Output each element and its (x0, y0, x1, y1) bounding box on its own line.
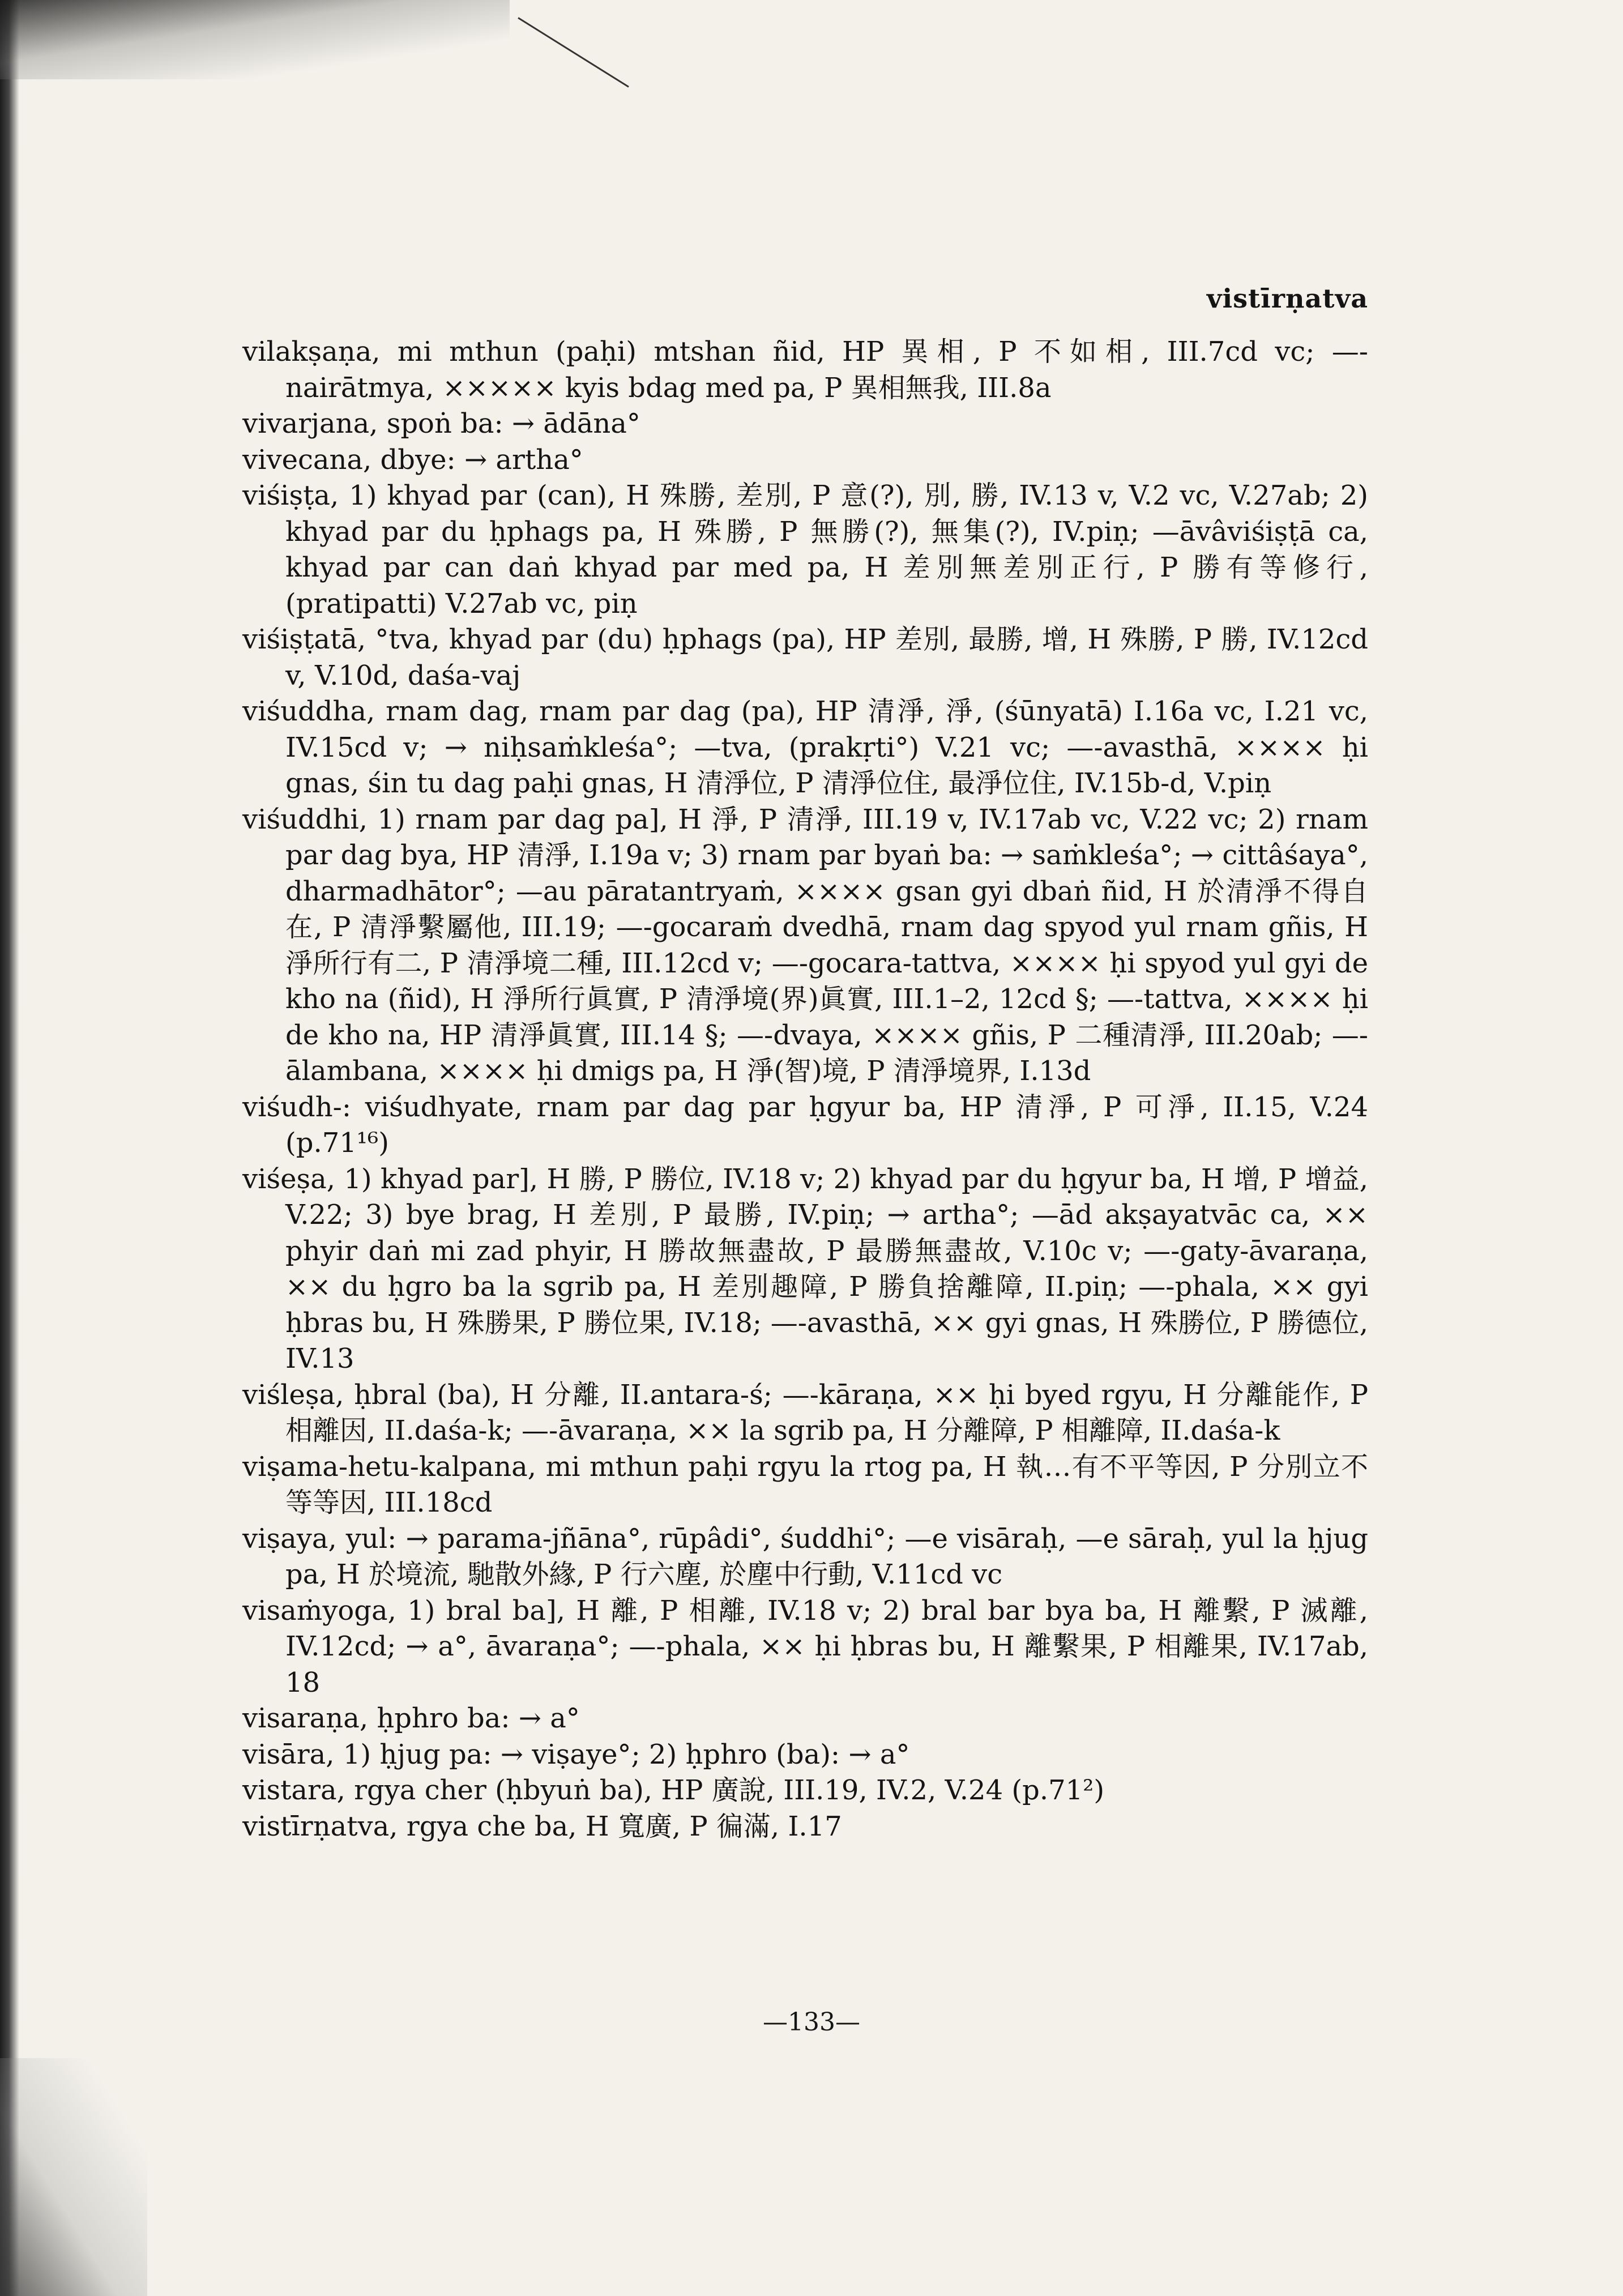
glossary-entries (242, 334, 1368, 1845)
entry-vislesa: viśleṣa, ḥbral (ba), H 分離, II.antara-ś; —-kāraṇa, ×× ḥi byed rgyu, H 分離能作, P 相離因, II.daśa-k; —-āvaraṇa, ×× la sgrib pa, H 分離障, P 相離障, II.daśa-k (242, 1379, 1368, 1446)
entry-visaya: viṣaya, yul: → parama-jñāna°, rūpâdi°, śuddhi°; —e visāraḥ, —e sāraḥ, yul la ḥjug pa, H 於境流, 馳散外緣, P 行六塵, 於塵中行動, V.11cd vc (242, 1522, 1368, 1590)
scan-shadow-left (0, 0, 19, 2296)
entry-visista: viśiṣṭa, 1) khyad par (can), H 殊勝, 差別, P 意(?), 別, 勝, IV.13 v, V.2 vc, V.27ab; 2) khyad par du ḥphags pa, H 殊勝, P 無勝(?), 無集(?), IV.piṇ; —āvâviśiṣṭā ca, khyad par can daṅ khyad par med pa, H 差別無差別正行, P 勝有等修行, (pratipatti) V.27ab vc, piṇ (242, 480, 1368, 620)
pen-stroke-mark (518, 17, 629, 87)
entry-visamyoga: visaṁyoga, 1) bral ba], H 離, P 相離, IV.18 v; 2) bral bar bya ba, H 離繫, P 滅離, IV.12cd; → a°, āvaraṇa°; —-phala, ×× ḥi ḥbras bu, H 離繫果, P 相離果, IV.17ab, 18 (242, 1594, 1368, 1698)
entry-vilaksana: vilakṣaṇa, mi mthun (paḥi) mtshan ñid, HP 異相, P 不如相, III.7cd vc; —-nairātmya, ××××× kyis bdag med pa, P 異相無我, III.8a (242, 336, 1368, 404)
entry-vivarjana: vivarjana, spoṅ ba: → ādāna° (242, 408, 640, 439)
entry-visuddha: viśuddha, rnam dag, rnam par dag (pa), HP 清淨, 淨, (śūnyatā) I.16a vc, I.21 vc, IV.15cd v; → niḥsaṁkleśa°; —tva, (prakṛti°) V.21 vc; —-avasthā, ×××× ḥi gnas, śin tu dag paḥi gnas, H 清淨位, P 清淨位住, 最淨位住, IV.15b-d, V.piṇ (242, 695, 1368, 799)
entry-vistirnatva: vistīrṇatva, rgya che ba, H 寬廣, P 徧滿, I.17 (242, 1810, 842, 1842)
entry-vivecana: vivecana, dbye: → artha° (242, 443, 583, 476)
entry-vistara: vistara, rgya cher (ḥbyuṅ ba), HP 廣說, III.19, IV.2, V.24 (p.71²) (242, 1774, 1105, 1806)
entry-visama-hetu-kalpana: viṣama-hetu-kalpana, mi mthun paḥi rgyu la rtog pa, H 執…有不平等因, P 分別立不等等因, III.18cd (242, 1450, 1368, 1518)
entry-visarana: visaraṇa, ḥphro ba: → a° (242, 1702, 580, 1734)
entry-visesa: viśeṣa, 1) khyad par], H 勝, P 勝位, IV.18 v; 2) khyad par du ḥgyur ba, H 增, P 增益, V.22; 3) bye brag, H 差別, P 最勝, IV.piṇ; → artha°; —ād akṣayatvāc ca, ×× phyir daṅ mi zad phyir, H 勝故無盡故, P 最勝無盡故, V.10c v; —-gaty-āvaraṇa, ×× du ḥgro ba la sgrib pa, H 差別趣障, P 勝負捨離障, II.piṇ; —-phala, ×× gyi ḥbras bu, H 殊勝果, P 勝位果, IV.18; —-avasthā, ×× gyi gnas, H 殊勝位, P 勝德位, IV.13 (242, 1163, 1368, 1375)
page-number: —133— (763, 2008, 860, 2037)
scan-shadow-top (0, 0, 510, 79)
running-head: vistīrṇatva (1206, 283, 1368, 314)
entry-visistata: viśiṣṭatā, °tva, khyad par (du) ḥphags (pa), HP 差別, 最勝, 增, H 殊勝, P 勝, IV.12cd v, V.10d, daśa-vaj (242, 624, 1368, 692)
entry-visara: visāra, 1) ḥjug pa: → viṣaye°; 2) ḥphro (ba): → a° (242, 1738, 910, 1770)
entry-visudh: viśudh-: viśudhyate, rnam par dag par ḥgyur ba, HP 清淨, P 可淨, II.15, V.24 (p.71¹⁶) (242, 1091, 1368, 1159)
scan-shadow-bottom (0, 2058, 147, 2296)
entry-visuddhi: viśuddhi, 1) rnam par dag pa], H 淨, P 清淨, III.19 v, IV.17ab vc, V.22 vc; 2) rnam par dag bya, HP 清淨, I.19a v; 3) rnam par byaṅ ba: → saṁkleśa°; → cittâśaya°, dharmadhātor°; —au pāratantryaṁ, ×××× gsan gyi dbaṅ ñid, H 於清淨不得自在, P 清淨繫屬他, III.19; —-gocaraṁ dvedhā, rnam dag spyod yul rnam gñis, H 淨所行有二, P 清淨境二種, III.12cd v; —-gocara-tattva, ×××× ḥi spyod yul gyi de kho na (ñid), H 淨所行眞實, P 清淨境(界)眞實, III.1–2, 12cd §; —-tattva, ×××× ḥi de kho na, HP 清淨眞實, III.14 §; —-dvaya, ×××× gñis, P 二種清淨, III.20ab; —-ālambana, ×××× ḥi dmigs pa, H 淨(智)境, P 清淨境界, I.13d (242, 803, 1368, 1087)
